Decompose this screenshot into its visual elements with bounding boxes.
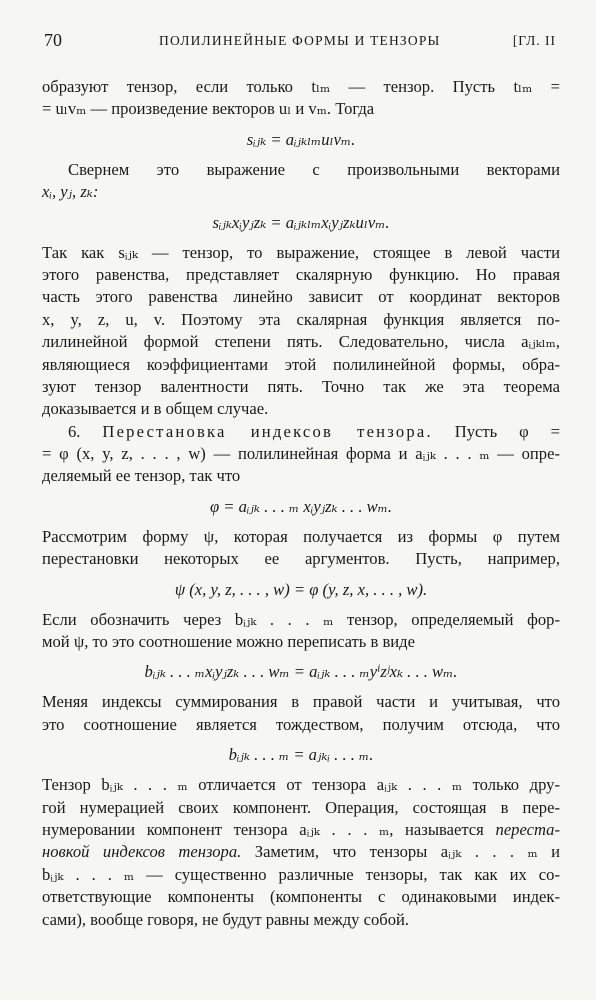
text-line: xᵢ, yⱼ, zₖ:: [42, 182, 99, 202]
text-line: лилинейной формой степени пять. Следовательно, числа aᵢⱼₖₗₘ,: [42, 332, 560, 352]
text-line: зуют тензор валентности пять. Точно так же эта теорема: [42, 376, 560, 396]
term-emphasis: переста-: [495, 819, 560, 839]
page-header: [44, 30, 556, 54]
text-line: мой ψ, то это соотношение можно переписать в виде: [42, 632, 415, 652]
text-line: Тензор bᵢⱼₖ . . . ₘ отличается от тензора aᵢⱼₖ . . . ₘ только дру-: [42, 775, 560, 795]
text-fragment: Заметим, что тензоры aᵢⱼₖ . . . ₘ и: [254, 842, 561, 862]
formula: bᵢⱼₖ . . . ₘxᵢyⱼzₖ . . . wₘ = aᵢⱼₖ . . . ₘyⁱzʲxₖ . . . wₘ.: [144, 662, 458, 682]
text-line: Если обозначить через bᵢⱼₖ . . . ₘ тензор, определяемый фор-: [42, 609, 560, 629]
chapter-marker: [ГЛ. II: [512, 33, 556, 48]
text-line: Так как sᵢⱼₖ — тензор, то выражение, стоящее в левой части: [42, 242, 560, 262]
section-title: Перестановка индексов тензора.: [102, 421, 433, 441]
formula: φ = aᵢⱼₖ . . . ₘ xᵢyⱼzₖ . . . wₘ.: [209, 496, 393, 516]
text-line: Свернем это выражение с произвольными векторами: [68, 159, 560, 179]
formula: bᵢⱼₖ . . . ₘ = aⱼₖᵢ . . . ₘ.: [228, 745, 374, 765]
text-line: деляемый ее тензор, так что: [42, 466, 241, 486]
text-line: ответствующие компоненты (компоненты с одинаковыми индек-: [42, 887, 560, 907]
text-line: часть этого равенства линейно зависит от координат векторов: [42, 287, 560, 307]
text-fragment: нумеровании компонент тензора aᵢⱼₖ . . . ₘ, называется: [42, 819, 484, 839]
text-line: гой нумерацией своих компонент. Операция, состоящая в пере-: [42, 797, 560, 817]
formula: sᵢⱼₖxᵢyⱼzₖ = aᵢⱼₖₗₘxᵢyⱼzₖuₗvₘ.: [212, 212, 390, 232]
running-title: ПОЛИЛИНЕЙНЫЕ ФОРМЫ И ТЕНЗОРЫ: [159, 33, 441, 48]
page-body: [42, 76, 560, 931]
text-line: [42, 819, 560, 841]
text-line: [42, 841, 560, 863]
text-line: образуют тензор, если только tₗₘ — тензор. Пусть tₗₘ =: [42, 77, 560, 96]
formula: ψ (x, y, z, . . . , w) = φ (y, z, x, . . . , w).: [174, 579, 428, 599]
text-line: доказывается и в общем случае.: [42, 399, 269, 419]
text-line: Рассмотрим форму ψ, которая получается из формы φ путем: [42, 526, 560, 546]
term-emphasis: новкой индексов тензора.: [42, 842, 242, 862]
section-line-tail: Пусть φ =: [454, 421, 560, 441]
text-line: этого равенства, представляет скалярную функцию. Но правая: [42, 264, 560, 284]
text-line: = uₗvₘ — произведение векторов uₗ и vₘ. Тогда: [42, 99, 375, 119]
page-number: 70: [44, 30, 62, 50]
formula: sᵢⱼₖ = aᵢⱼₖₗₘuₗvₘ.: [246, 129, 356, 149]
text-line: x, y, z, u, v. Поэтому эта скалярная функция является по-: [42, 309, 560, 329]
text-line: являющиеся коэффициентами этой полилинейной формы, обра-: [42, 354, 560, 374]
text-line: перестановки некоторых ее аргументов. Пусть, например,: [42, 549, 560, 569]
text-line: это соотношение является тождеством, получим отсюда, что: [42, 714, 560, 734]
section-heading-line: [42, 421, 560, 443]
text-line: Меняя индексы суммирования в правой части и учитывая, что: [42, 692, 560, 712]
text-line: = φ (x, y, z, . . . , w) — полилинейная форма и aᵢⱼₖ . . . ₘ — опре-: [42, 444, 560, 464]
text-line: сами), вообще говоря, не будут равны между собой.: [42, 909, 410, 929]
text-line: bᵢⱼₖ . . . ₘ — существенно различные тензоры, так как их со-: [42, 864, 560, 884]
section-number: 6.: [68, 421, 81, 441]
